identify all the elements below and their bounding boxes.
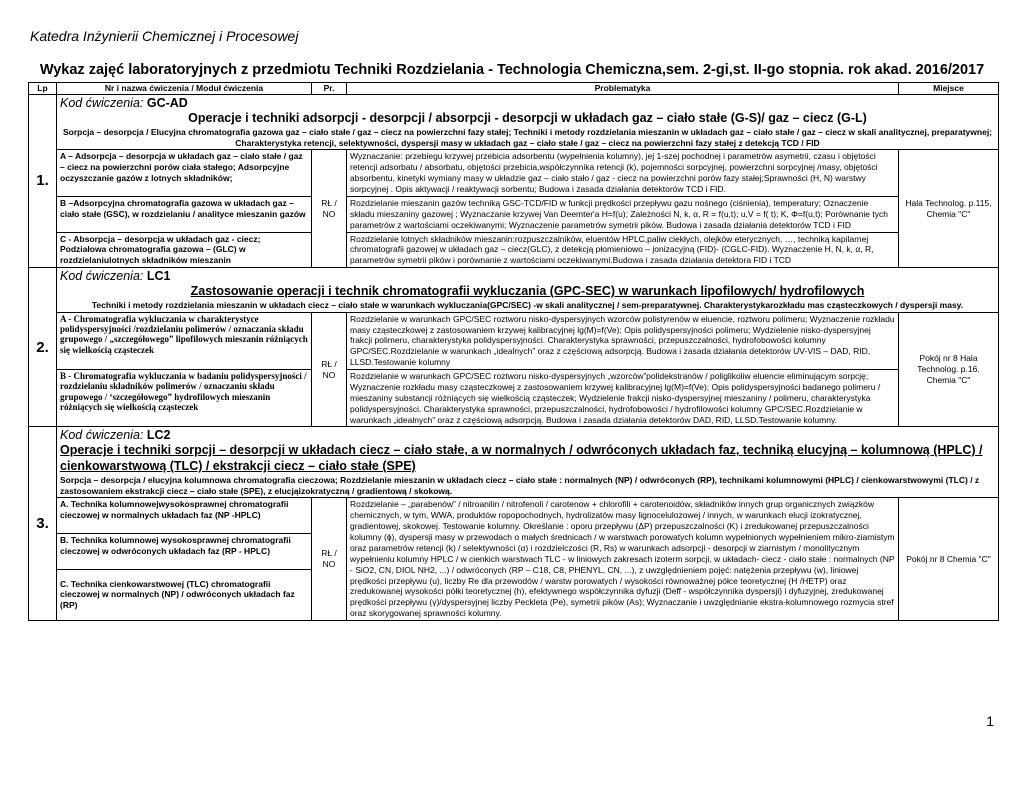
table-row xyxy=(29,312,999,369)
lab-schedule-table xyxy=(28,82,999,621)
section-1-header-row xyxy=(29,95,999,150)
section-2-header-row xyxy=(29,268,999,313)
section-1-module-b: B –Adsorpcyjna chromatografia gazowa w układach gaz – ciało stałe (GSC), w rozdzielaniu / analityce mieszanin gazów xyxy=(57,196,312,232)
section-2-module-b: B - Chromatografia wykluczania w badaniu polidyspersyjności / rozdzielaniu składników polimerów / oznaczaniu składu grupowego / ‘szczegółowego” hydrofilowych mieszanin różniących się wielkością cząsteczek xyxy=(57,370,312,427)
section-3-description: Sorpcja – desorpcja / elucyjna kolumnowa chromatografia cieczowa; Rozdzielanie mieszanin w układach ciecz – ciało stałe : normalnych (NP) / odwróconych (RP), technikami kolumnowymi (HPLC) / cienkowarstwowymi (TLC) / z zastosowaniem ekstrakcji ciecz – ciało stałe (SPE), z elucjąizokratyczną / gradientową / skokową. xyxy=(60,474,980,496)
section-2-lp: 2. xyxy=(29,268,57,427)
section-2-header xyxy=(57,268,999,313)
section-1-module-a: A – Adsorpcja – desorpcja w układach gaz – ciało stałe / gaz – ciecz na powierzchni porów ciała stałego; Adsorpcyjne oczyszczanie gazów z lotnych składników; xyxy=(57,150,312,197)
section-3-pr: RŁ / NO xyxy=(312,498,347,621)
table-row xyxy=(29,232,999,268)
section-2-title: Zastosowanie operacji i technik chromatografii wykluczania (GPC-SEC) w warunkach lipofilowych/ hydrofilowych xyxy=(190,284,865,299)
section-1-code-line: Kod ćwiczenia: GC-AD xyxy=(60,96,188,110)
section-3-topics: Rozdzielanie – „parabenów” / nitroanilin / nitrofenoli / carotenow + chlorofili + carotenoidów, składników innych grup organicznych związków chemicznych, w tym, WWA, produktów ropopochodnych, hydrolizatów masy lignocelulozowej / innych, w warunkach elucji izokratycznej, gradientowej, skokowej. Testowanie kolumny. Określanie : oporu przepływu (ΔP) przepuszczalności (K) i zredukowanej przepuszczalności kolumny (ɸ), dyspersji masy w przewodach o małych średnicach / w warstwach porowatych kolumn wypełnionych wypełnieniem mikro-ziarnistym oraz parametrów retencji (k) / selektywności (α) i rozdzielczości (R, Rs) w warunkach adsorpcji - desorpcji w ziarnistym / monolitycznym wypełnieniu kolumny HPLC / w cienkich warstwach TLC - w liniowych zakresach izoterm sorpcji, w układach- ciecz - ciało stałe : normalnych (NP - SiO2, CN, DIOL NH2, ...) / odwróconych (RP – C18, C8, PHENYL, CN, ...), z uwzględnieniem pojęć: natężenia przepływu (w), liniowej prędkości przepływu (u), liczby Re dla przewodów / warstw porowatych / wysokości równoważnej półce teoretycznej (H /HETP) oraz zredukowanej wysokości półki teoretycznej (h), efektywnego współczynnika dyfuzji (Deff - współczynnika dyspersji) i dyfuzyjnej, zredukowanej prędkości przepływu (γ)/dyspersyjnej liczby Peckleta (Pe), symetrii pików (As); Wyznaczanie i uwzględnianie ekstra-kolumnowego rozmycia stref oraz skorygowanej sprawności kolumny. xyxy=(347,498,899,621)
section-2-topics-a: Rozdzielanie w warunkach GPC/SEC roztworu nisko-dyspersyjnych wzorców polistyrenów w eluencie, roztworu polimeru; Wyznaczenie rozkładu masy cząsteczkowej z zastosowaniem krzywej kalibracyjnej lg(M)=f(Ve); Opis polidyspersyjności polimeru; Wydzielenie nisko-dyspersyjnej frakcji polimeru, charakterystyka polidyspersyjności. Charakterystyka sprawności, przepuszczalności, hydrofobowości kolumny GPC/SEC.Rozdzielanie w warunkach „idealnych” oraz z częściową adsorpcją. Budowa i zasada działania detektorów UV-VIS – DAD, RID, LLSD.Testowanie kolumny xyxy=(347,312,899,369)
section-3-code: LC2 xyxy=(146,428,171,443)
section-1-title: Operacje i techniki adsorpcji - desorpcji / absorpcji - desorpcji w układach gaz – ciało stałe (G-S)/ gaz – ciecz (G-L) xyxy=(188,111,867,125)
section-2-description: Techniki i metody rozdzielania mieszanin w układach ciecz – ciało stałe w warunkach wykluczania(GPC/SEC) -w skali analitycznej / sem-preparatywnej. Charakterystykarozkładu mas cząsteczkowych / dyspersji masy. xyxy=(91,299,964,310)
section-3-module-b: B. Technika kolumnowej wysokosprawnej chromatografii cieczowej w odwróconych układach faz (RP - HPLC) xyxy=(57,534,312,570)
section-2-topics-b: Rozdzielanie w warunkach GPC/SEC roztworu nisko-dyspersyjnych „wzorców”polidekstranów / poliglikoliw eluencie eliminującym sorpcję; Wyznaczenie rozkładu masy cząsteczkowej z zastosowaniem krzywej kalibracyjnej lg(M)=f(Ve); Opis polidyspersyjności badanego polimeru / mieszaniny substancji różniących się wielkością cząsteczek; Wydzielenie frakcji nisko-dyspersyjnej mieszaniny / polimeru, charakterystyka polidyspersyjności. Charakterystyka sprawności, przepuszczalności, hydrofobowości / hydrofilowości kolumny GPC/SEC.Rozdzielanie w warunkach „idealnych” oraz z częściową adsorpcją. Budowa i zasada działania detektorów DAD, RID, LLSD.Testowanie kolumny. xyxy=(347,370,899,427)
table-header-row xyxy=(29,83,999,95)
section-1-lp: 1. xyxy=(29,95,57,268)
col-header-lp: Lp xyxy=(29,83,57,95)
section-2-code-line: Kod ćwiczenia: LC1 xyxy=(60,269,171,284)
section-3-header xyxy=(57,427,999,498)
section-1-description: Sorpcja – desorpcja / Elucyjna chromatografia gazowa gaz – ciało stałe / gaz – ciecz na powierzchni fazy stałej; Techniki i metody rozdzielania mieszanin w układach gaz – ciało stałe / gaz – ciecz w skali analitycznej, preparatywnej; Charakterystyka retencji, selektywności, dyspersji masy w układach gaz – ciało stałe / gaz – ciecz na powierzchni fazy stałej z detekcją TCD / FID xyxy=(62,126,993,148)
section-2-place: Pokój nr 8 Hala Technolog. p.16. Chemia "C" xyxy=(899,312,999,427)
col-header-topics: Problematyka xyxy=(347,83,899,95)
section-1-module-c: C - Absorpcja – desorpcja w układach gaz - ciecz; Podziałowa chromatografia gazowa – (GLC) w rozdzielaniulotnych składników mieszanin xyxy=(57,232,312,268)
col-header-place: Miejsce xyxy=(899,83,999,95)
section-1-header xyxy=(57,95,999,150)
section-3-module-a: A. Technika kolumnowejwysokosprawnej chromatografii cieczowej w normalnych układach faz (NP -HPLC) xyxy=(57,498,312,534)
col-header-module: Nr i nazwa ćwiczenia / Moduł ćwiczenia xyxy=(57,83,312,95)
section-1-place: Hala Technolog. p.115, Chemia "C" xyxy=(899,150,999,268)
section-3-code-line: Kod ćwiczenia: LC2 xyxy=(60,428,171,443)
section-1-code: GC-AD xyxy=(146,96,188,110)
section-1-topics-c: Rozdzielanie lotnych składników mieszanin:rozpuszczalników, eluentów HPLC,paliw ciekłych, olejków eterycznych, …, techniką kapilarnej chromatografii gazowej w układach gaz – ciecz(GLC), z detekcją płomieniowo – jonizacyjną (FID)- (CGLC-FID). Wyznaczenie H, N, k, α, R, parametrów symetrii pików i porównanie z wartościami oczekiwanymi.Budowa i zasada działania detektora FID i TCD xyxy=(347,232,899,268)
section-1-topics-a: Wyznaczanie: przebiegu krzywej przebicia adsorbentu (wypełnienia kolumny), jej 1-szej pochodnej i parametrów asymetrii, czasu i objętości retencji adsorbatu / absorbatu, objętości przebicia,współczynnika retencji (k), pojemności sorpcyjnej, powierzchni sorpcyjnej /masy, objętości absorbentu, kinetyki wymiany masy w układzie gaz – ciało stało / gaz - ciecz na powierzchni porów fazy stałej;Sprawności (H, N) warstwy sorpcyjnej . Opis aktywacji / reaktywacji sorbentu; Budowa i zasada działania detektorów TCD i FID. xyxy=(347,150,899,197)
table-row xyxy=(29,370,999,427)
section-1-pr: RŁ / NO xyxy=(312,150,347,268)
section-2-code: LC1 xyxy=(146,269,171,284)
table-row xyxy=(29,150,999,197)
section-3-module-c: C. Technika cienkowarstwowej (TLC) chromatografii cieczowej w normalnych (NP) / odwróconych układach faz (RP) xyxy=(57,569,312,620)
document-title: Wykaz zajęć laboratoryjnych z przedmiotu Techniki Rozdzielania - Technologia Chemiczna,sem. 2-gi,st. II-go stopnia. rok akad. 2016/2017 xyxy=(39,62,985,78)
section-2-module-a: A - Chromatografia wykluczania w charakterystyce polidyspersyjności /rozdzielaniu polimerów / oznaczania składu grupowego / „szczegółowego” lipofilowych mieszanin różniących się wielkością cząsteczek xyxy=(57,312,312,369)
section-3-header-row xyxy=(29,427,999,498)
section-2-pr: RŁ / NO xyxy=(312,312,347,427)
department-name: Katedra Inżynierii Chemicznej i Procesowej xyxy=(30,28,299,44)
section-3-title: Operacje i techniki sorpcji – desorpcji w układach ciecz – ciało stałe, a w normalnych / odwróconych układach faz, techniką elucyjną – kolumnową (HPLC) / cienkowarstwową (TLC) / ekstrakcji ciecz – ciało stałe (SPE) xyxy=(60,443,983,473)
section-3-lp: 3. xyxy=(29,427,57,621)
page-number: 1 xyxy=(986,713,994,729)
section-3-place: Pokój nr 8 Chemia "C" xyxy=(899,498,999,621)
table-row xyxy=(29,196,999,232)
section-1-topics-b: Rozdzielanie mieszanin gazów techniką GSC-TCD/FID w funkcji prędkości przepływu gazu nośnego (ciśnienia), temperatury; Oznaczenie składu mieszaniny gazowej ; Wyznaczanie krzywej Van Deemter'a H=f(u); Zależności N, k, α, R = f(u,t); u,V = f( t); K, Φ=f(u,t); Porównanie tych parametrów z wartościami oczekiwanymi; Wyznaczenie parametrów symetrii pików. Budowa i zasada działania detektorów TCD i FID xyxy=(347,196,899,232)
table-row xyxy=(29,498,999,534)
col-header-pr: Pr. xyxy=(312,83,347,95)
